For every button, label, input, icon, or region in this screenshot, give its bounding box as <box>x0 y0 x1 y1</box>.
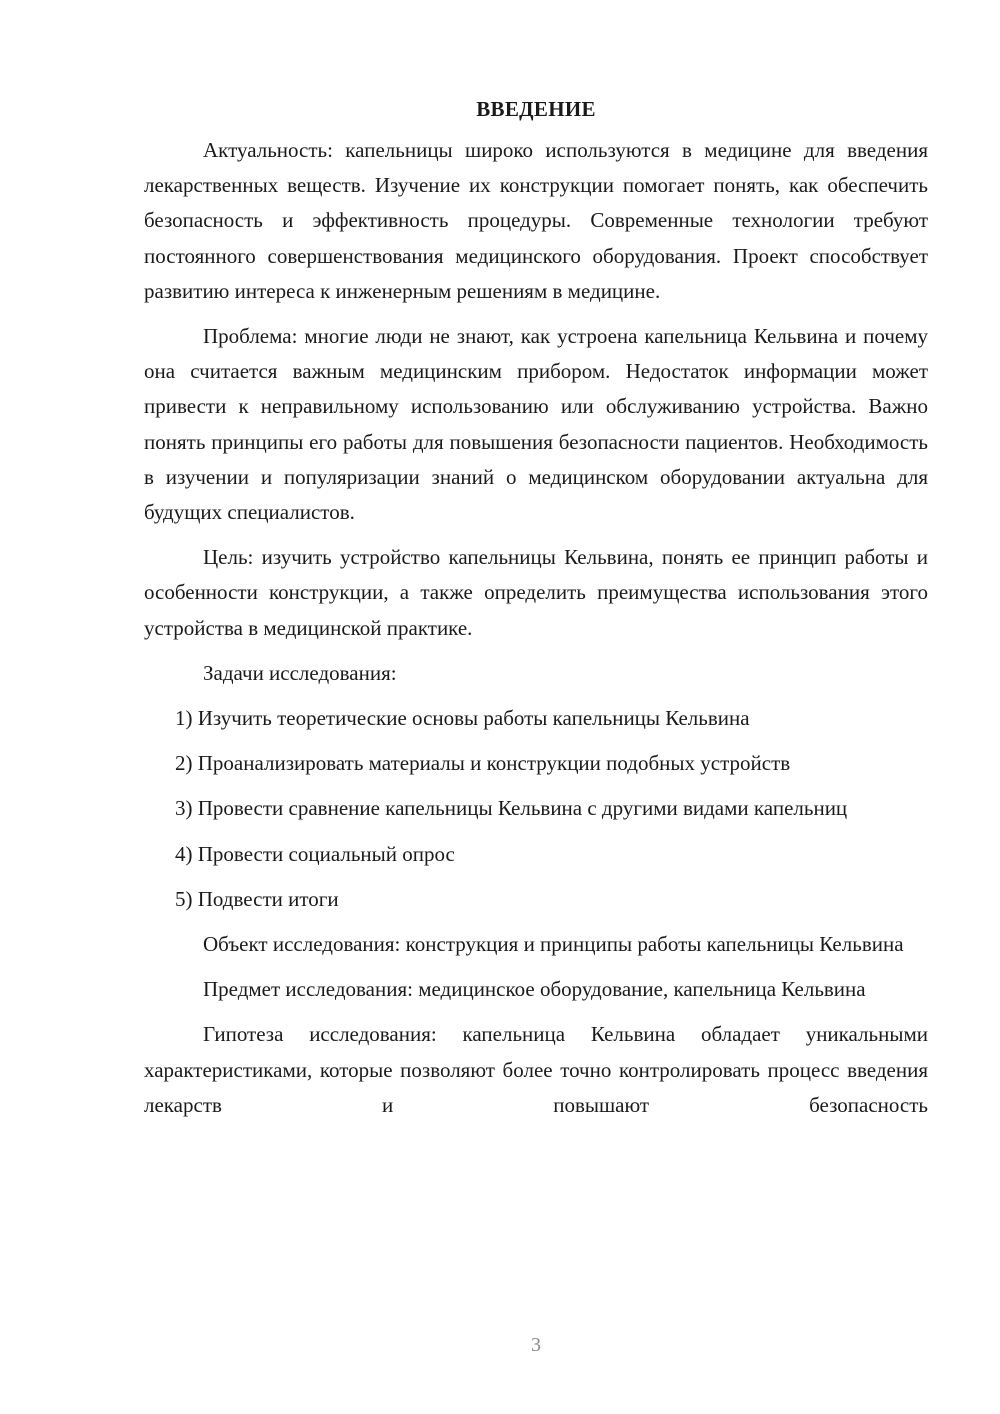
task-item-2: 2) Проанализировать материалы и конструкции подобных устройств <box>175 751 791 776</box>
relevance-paragraph: Актуальность: капельницы широко используются в медицине для введения лекарственных веществ. Изучение их конструкции помогает понять, как обеспечить безопасность и эффективность процедуры. Современные технологии требуют постоянного совершенствования медицинского оборудования. Проект способствует развитию интереса к инженерным решениям в медицине. <box>144 138 928 303</box>
goal-paragraph: Цель: изучить устройство капельницы Кельвина, понять ее принцип работы и особенности конструкции, а также определить преимущества использования этого устройства в медицинской практике. <box>144 545 928 640</box>
tasks-title: Задачи исследования: <box>203 660 397 685</box>
problem-paragraph: Проблема: многие люди не знают, как устроена капельница Кельвина и почему она считается важным медицинским прибором. Недостаток информации может привести к неправильному использованию или обслуживанию устройства. Важно понять принципы его работы для повышения безопасности пациентов. Необходимость в изучении и популяризации знаний о медицинском оборудовании актуальна для будущих специалистов. <box>144 324 928 525</box>
page-title: ВВЕДЕНИЕ <box>476 97 596 121</box>
page-number: 3 <box>531 1334 541 1356</box>
subject-paragraph: Предмет исследования: медицинское оборудование, капельница Кельвина <box>203 977 866 1002</box>
tasks-list <box>144 701 928 917</box>
task-item-4: 4) Провести социальный опрос <box>175 841 455 866</box>
object-paragraph: Объект исследования: конструкция и принципы работы капельницы Кельвина <box>203 932 904 957</box>
task-item-5: 5) Подвести итоги <box>175 886 339 911</box>
task-item-3: 3) Провести сравнение капельницы Кельвина с другими видами капельниц <box>175 796 848 821</box>
task-item-1: 1) Изучить теоретические основы работы капельницы Кельвина <box>175 706 750 731</box>
document-body <box>144 92 928 1133</box>
hypothesis-paragraph: Гипотеза исследования: капельница Кельвина обладает уникальными характеристиками, которые позволяют более точно контролировать процесс введения лекарств и повышают безопасность <box>144 1022 928 1117</box>
